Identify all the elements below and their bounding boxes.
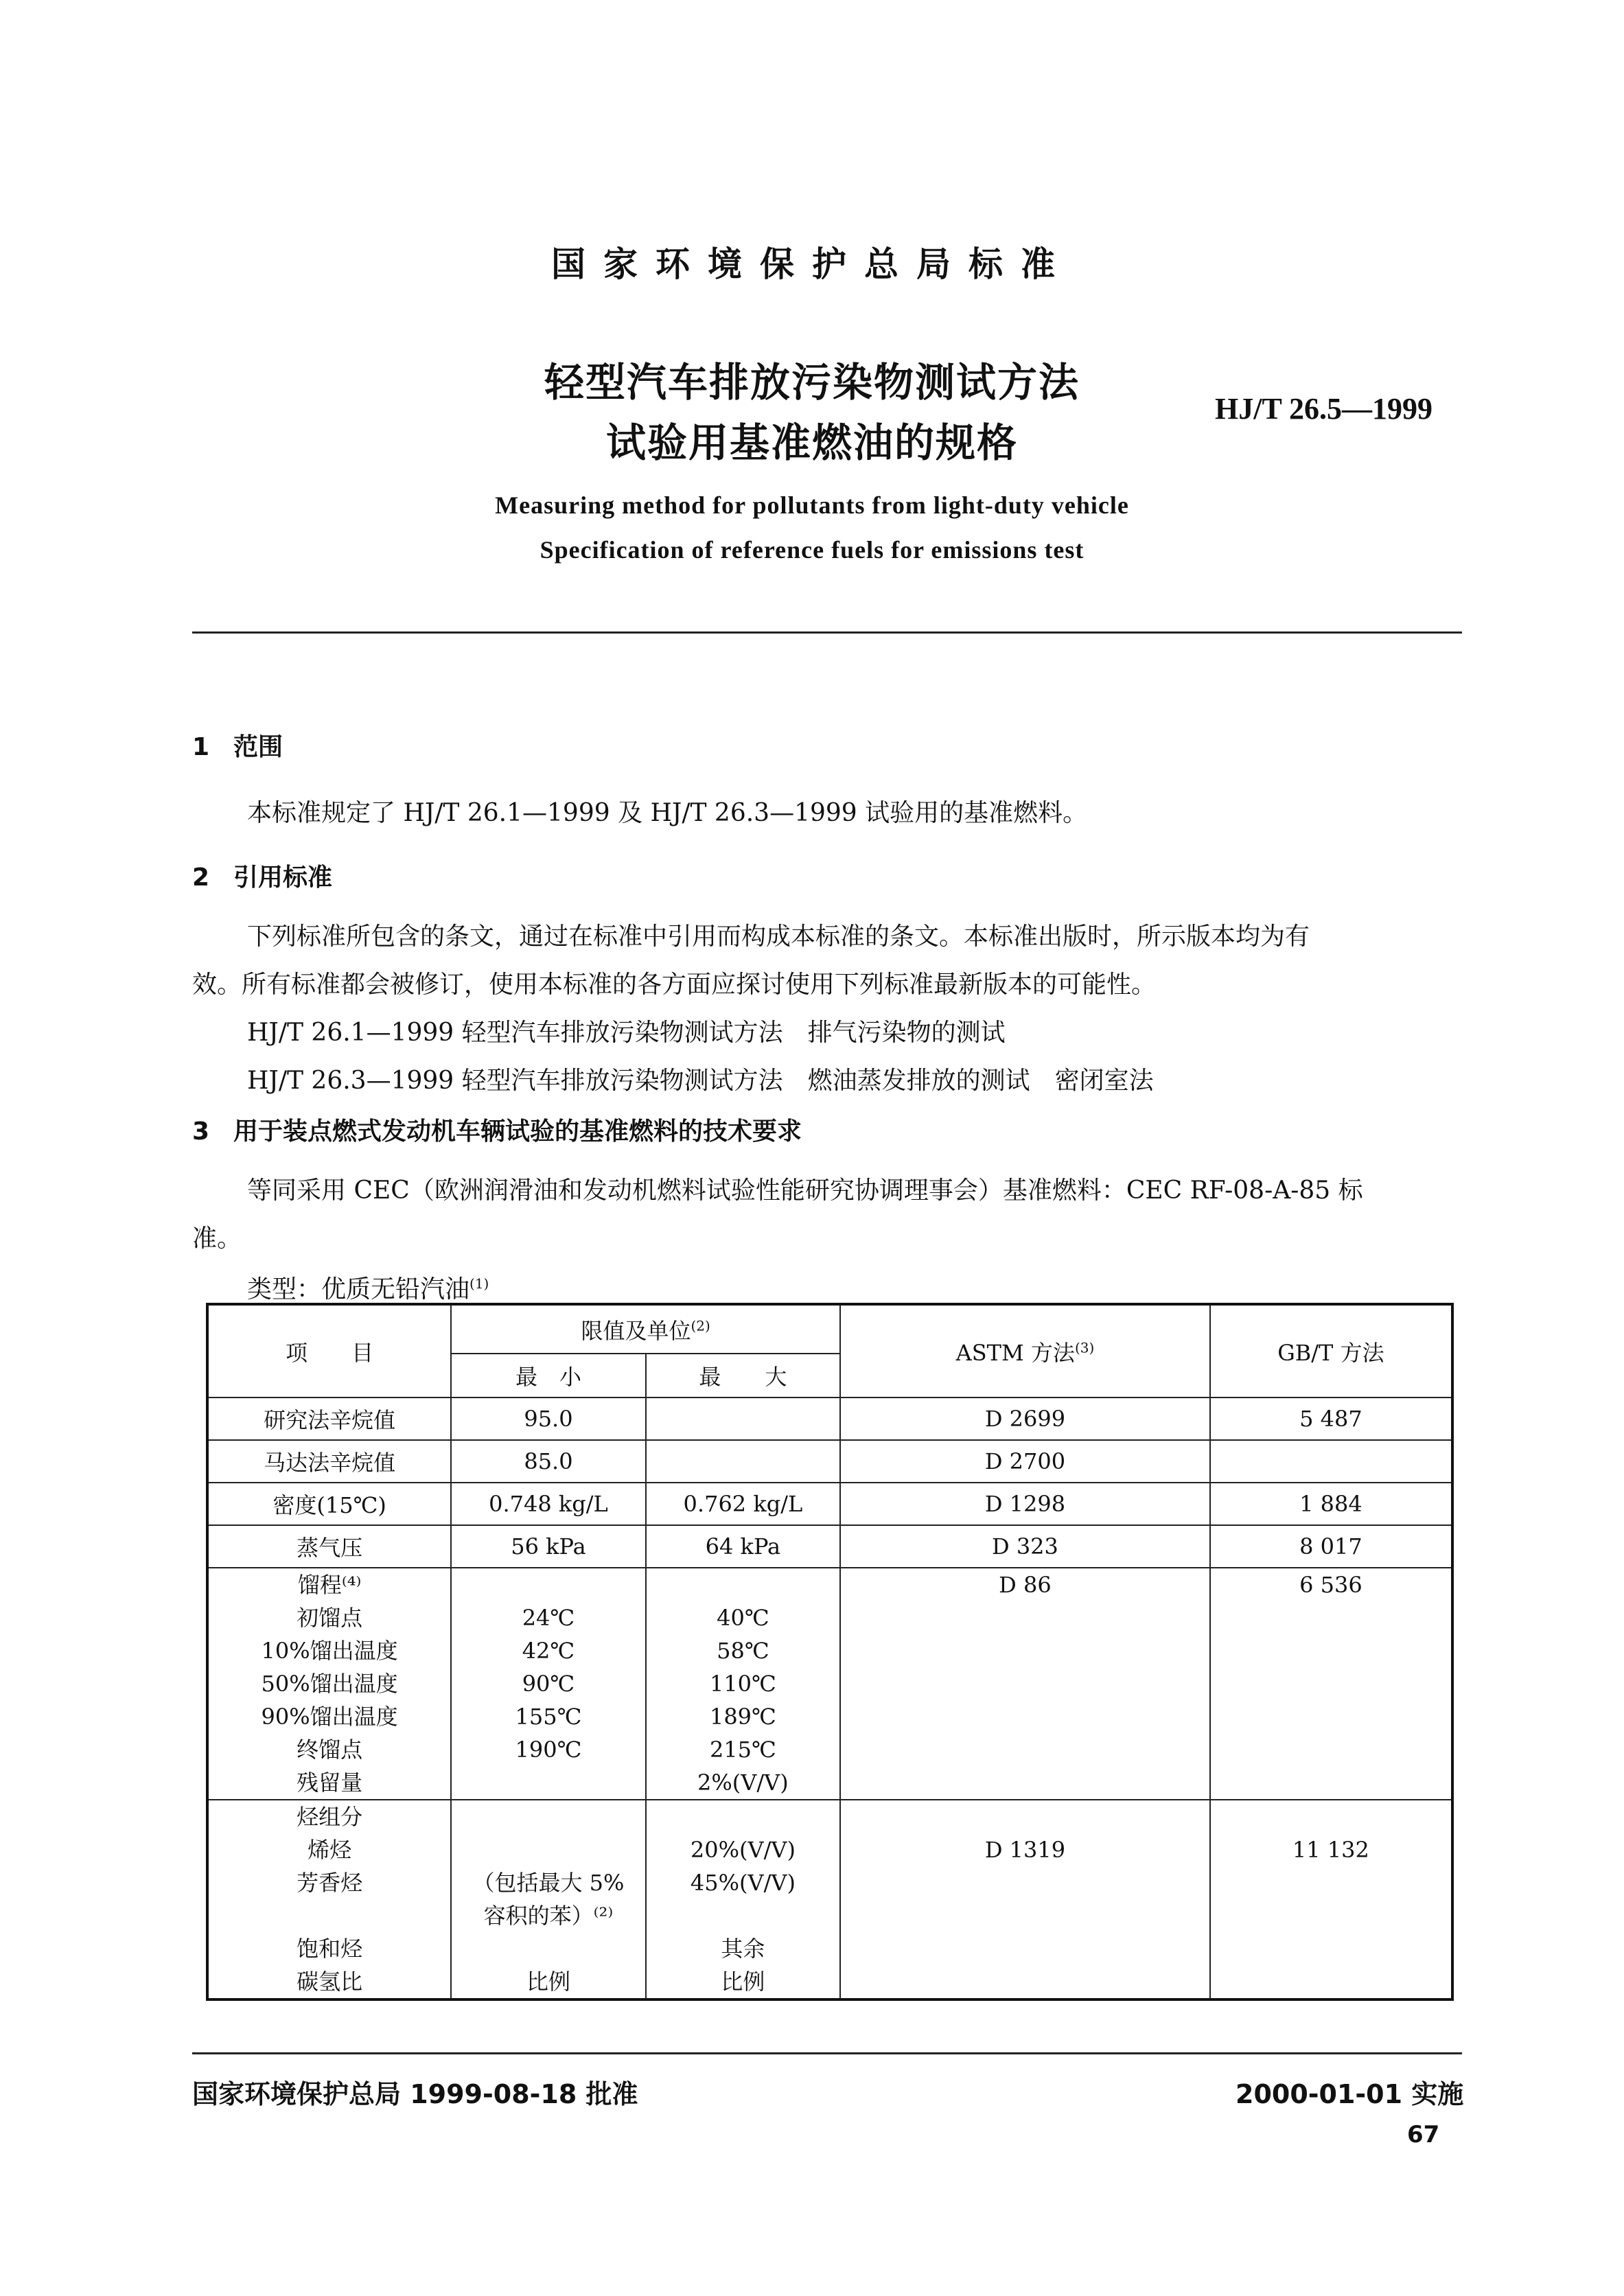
cell-gbt: 8 017	[1210, 1525, 1452, 1568]
cell-item	[207, 1568, 451, 1800]
distillation-line: 2%(V/V)	[697, 1770, 789, 1796]
cell-item	[207, 1800, 451, 1999]
hydrocarbon-line	[452, 1932, 645, 1965]
hydrocarbon-line: 芳香烃	[297, 1870, 363, 1896]
distillation-line: 终馏点	[297, 1737, 363, 1763]
footnote-ref: (1)	[469, 1275, 489, 1292]
cell-min	[451, 1800, 645, 1999]
hydrocarbon-line: 其余	[721, 1936, 765, 1962]
hydrocarbon-line: 45%(V/V)	[690, 1870, 796, 1896]
footnote-ref: (3)	[1074, 1338, 1095, 1356]
section-heading-2	[192, 858, 332, 893]
cell-astm: D 1298	[840, 1483, 1210, 1525]
section-number: 2	[192, 863, 210, 892]
table-row	[207, 1398, 1452, 1440]
method-code: D 1319	[984, 1837, 1066, 1863]
distillation-line: 190℃	[515, 1737, 582, 1763]
cell-astm: D 2699	[840, 1398, 1210, 1440]
hydrocarbon-line: 容积的苯）⁽²⁾	[483, 1903, 614, 1929]
header-gbt: GB/T 方法	[1210, 1304, 1452, 1398]
table-row	[207, 1525, 1452, 1568]
header-min: 最 小	[451, 1354, 645, 1398]
reference-item: HJ/T 26.1—1999 轻型汽车排放污染物测试方法 排气污染物的测试	[247, 1019, 1006, 1047]
distillation-line: 残留量	[297, 1770, 363, 1796]
cell-gbt: 5 487	[1210, 1398, 1452, 1440]
title-en-line2: Specification of reference fuels for emissions test	[540, 536, 1084, 564]
hydrocarbon-line: 烃组分	[297, 1804, 363, 1830]
section-title: 用于装点燃式发动机车辆试验的基准燃料的技术要求	[233, 1117, 802, 1146]
approval-line: 国家环境保护总局 1999-08-18 批准	[192, 2079, 638, 2109]
cell-item: 研究法辛烷值	[207, 1398, 451, 1440]
cell-item: 蒸气压	[207, 1525, 451, 1568]
table-row	[207, 1483, 1452, 1525]
reference-item: HJ/T 26.3—1999 轻型汽车排放污染物测试方法 燃油蒸发排放的测试 密闭室法	[247, 1067, 1154, 1095]
cell-astm	[840, 1800, 1210, 1999]
hydrocarbon-line: 烯烃	[308, 1837, 352, 1863]
distillation-line	[452, 1568, 645, 1601]
cell-gbt	[1210, 1440, 1452, 1483]
distillation-line: 馏程⁽⁴⁾	[297, 1572, 362, 1598]
distillation-line: 50%馏出温度	[261, 1671, 398, 1697]
footnote-ref: (2)	[691, 1317, 710, 1334]
cell-max	[646, 1568, 840, 1800]
header-max: 最 大	[646, 1354, 840, 1398]
cell-min: 0.748 kg/L	[451, 1483, 645, 1525]
distillation-line	[647, 1568, 839, 1601]
distillation-line: 155℃	[515, 1704, 582, 1730]
title-cn-line2: 试验用基准燃油的规格	[605, 419, 1018, 466]
distillation-line: 58℃	[717, 1638, 769, 1664]
distillation-line: 10%馏出温度	[261, 1638, 398, 1664]
standard-number: HJ/T 26.5—1999	[1215, 392, 1433, 426]
distillation-line: 42℃	[522, 1638, 575, 1664]
header-item: 项 目	[207, 1304, 451, 1398]
paragraph: 本标准规定了 HJ/T 26.1—1999 及 HJ/T 26.3—1999 试验用的基准燃料。	[247, 799, 1088, 827]
hydrocarbon-line	[452, 1800, 645, 1833]
table-row	[207, 1568, 1452, 1800]
distillation-line: 24℃	[522, 1605, 575, 1631]
cell-gbt	[1210, 1568, 1452, 1800]
effective-date: 2000-01-01 实施	[1236, 2079, 1464, 2109]
page-number: 67	[1407, 2121, 1440, 2148]
cell-astm: D 323	[840, 1525, 1210, 1568]
cell-gbt: 1 884	[1210, 1483, 1452, 1525]
section-heading-1	[192, 728, 283, 763]
paragraph: 效。所有标准都会被修订，使用本标准的各方面应探讨使用下列标准最新版本的可能性。	[192, 971, 1157, 999]
cell-max	[646, 1398, 840, 1440]
distillation-line	[452, 1766, 645, 1799]
method-code: D 86	[999, 1572, 1052, 1598]
header-astm	[840, 1304, 1210, 1398]
footer-rule	[192, 2052, 1462, 2054]
hydrocarbon-line	[647, 1899, 839, 1932]
section-number: 1	[192, 733, 210, 761]
cell-max	[646, 1800, 840, 1999]
hydrocarbon-line	[452, 1833, 645, 1866]
table-row	[207, 1800, 1452, 1999]
fuel-type-text: 类型：优质无铅汽油	[247, 1275, 470, 1303]
cell-min	[451, 1568, 645, 1800]
cell-max: 64 kPa	[646, 1525, 840, 1568]
cell-gbt	[1210, 1800, 1452, 1999]
hydrocarbon-line: 比例	[526, 1969, 570, 1995]
method-code: 11 132	[1292, 1837, 1369, 1863]
section-title: 引用标准	[233, 863, 333, 892]
cell-min: 85.0	[451, 1440, 645, 1483]
hydrocarbon-line: 饱和烃	[297, 1936, 363, 1962]
distillation-line: 90℃	[522, 1671, 575, 1697]
cell-max	[646, 1440, 840, 1483]
section-number: 3	[192, 1117, 210, 1146]
distillation-line: 110℃	[709, 1671, 776, 1697]
distillation-line: 初馏点	[297, 1605, 363, 1631]
distillation-line: 40℃	[717, 1605, 769, 1631]
fuel-spec-table	[206, 1303, 1454, 2001]
cell-item: 马达法辛烷值	[207, 1440, 451, 1483]
header-astm-text: ASTM 方法	[955, 1339, 1075, 1366]
cell-item: 密度(15℃)	[207, 1483, 451, 1525]
section-title: 范围	[233, 733, 283, 761]
header-limits	[451, 1304, 840, 1354]
hydrocarbon-line: 比例	[721, 1969, 765, 1995]
paragraph: 下列标准所包含的条文，通过在标准中引用而构成本标准的条文。本标准出版时，所示版本均为有	[247, 923, 1310, 951]
agency-header: 国家环境保护总局标准	[551, 244, 1073, 284]
paragraph: 等同采用 CEC（欧洲润滑油和发动机燃料试验性能研究协调理事会）基准燃料：CEC RF-08-A-85 标	[247, 1176, 1363, 1205]
hydrocarbon-line: 碳氢比	[297, 1969, 363, 1995]
method-code: 6 536	[1299, 1572, 1362, 1598]
cell-astm	[840, 1568, 1210, 1800]
header-limits-text: 限值及单位	[581, 1317, 691, 1344]
cell-astm: D 2700	[840, 1440, 1210, 1483]
paragraph: 准。	[192, 1225, 242, 1253]
distillation-line: 189℃	[709, 1704, 776, 1730]
hydrocarbon-line	[209, 1899, 450, 1932]
title-en-line1: Measuring method for pollutants from light-duty vehicle	[495, 491, 1129, 519]
hydrocarbon-line: （包括最大 5%	[472, 1870, 625, 1896]
hydrocarbon-line	[647, 1800, 839, 1833]
header-rule	[192, 631, 1462, 634]
cell-min: 95.0	[451, 1398, 645, 1440]
hydrocarbon-line: 20%(V/V)	[690, 1837, 796, 1863]
section-heading-3	[192, 1112, 802, 1147]
title-cn-line1: 轻型汽车排放污染物测试方法	[544, 359, 1080, 406]
distillation-line: 215℃	[709, 1737, 776, 1763]
distillation-line: 90%馏出温度	[261, 1704, 398, 1730]
cell-min: 56 kPa	[451, 1525, 645, 1568]
table-row	[207, 1440, 1452, 1483]
cell-max: 0.762 kg/L	[646, 1483, 840, 1525]
